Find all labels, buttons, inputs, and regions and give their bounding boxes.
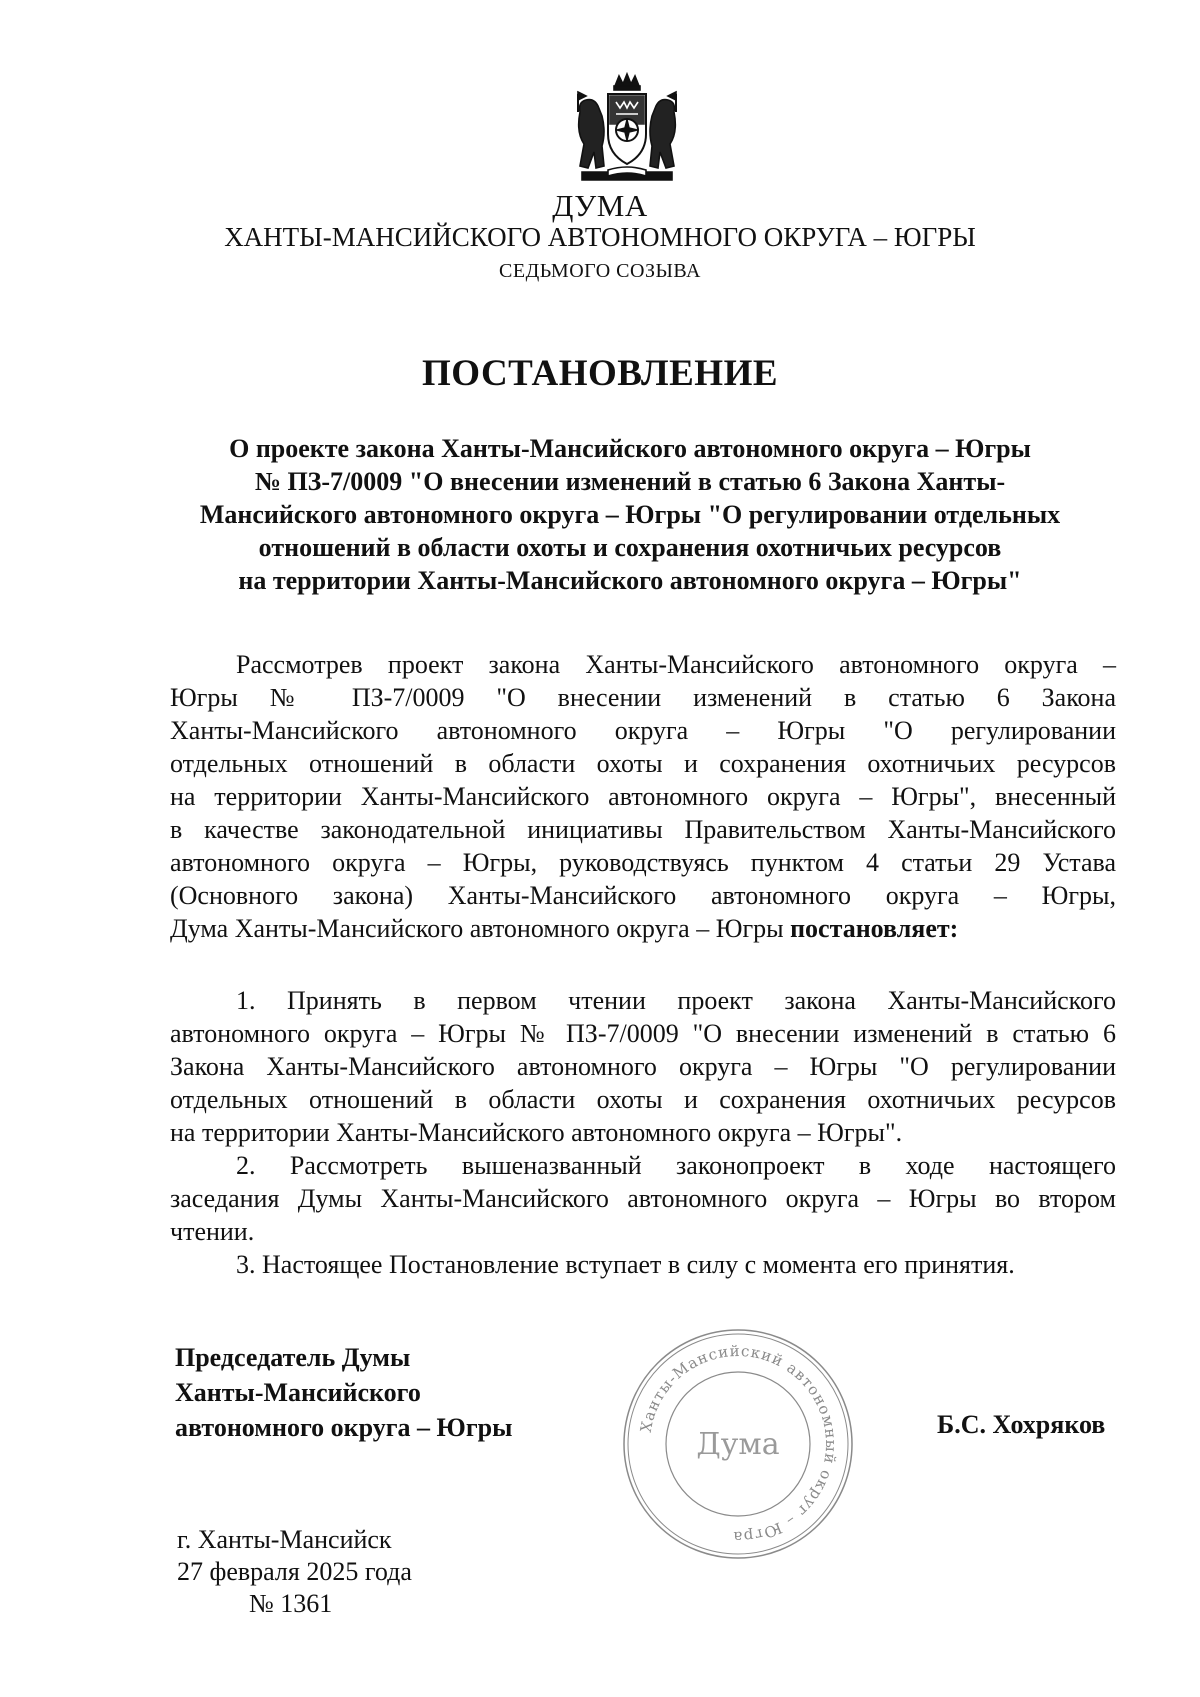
- preamble-line: Ханты-Мансийского автономного округа – Югры "О регулировании: [170, 716, 1116, 745]
- subject-line: О проекте закона Ханты-Мансийского автономного округа – Югры: [229, 434, 1031, 463]
- stamp-ring-text: Ханты-Мансийский автономный округ – Югра: [636, 1341, 841, 1547]
- item-line: отдельных отношений в области охоты и сохранения охотничьих ресурсов: [170, 1085, 1116, 1114]
- subject-line: отношений в области охоты и сохранения охотничьих ресурсов: [258, 533, 1002, 562]
- document-city: г. Ханты-Мансийск: [177, 1525, 392, 1554]
- item-line: на территории Ханты-Мансийского автономного округа – Югры".: [170, 1118, 903, 1147]
- preamble-line: на территории Ханты-Мансийского автономного округа – Югры", внесенный: [170, 782, 1116, 811]
- item-line: чтении.: [170, 1217, 255, 1246]
- document-type-title: ПОСТАНОВЛЕНИЕ: [421, 353, 779, 394]
- preamble-paragraph: [170, 648, 1116, 945]
- official-seal-stamp: [620, 1326, 856, 1562]
- preamble-last-line: [170, 912, 1116, 945]
- header-sozyv: СЕДЬМОГО СОЗЫВА: [499, 260, 701, 282]
- document-number: № 1361: [249, 1589, 333, 1618]
- preamble-line: автономного округа – Югры, руководствуясь пунктом 4 статьи 29 Устава: [170, 848, 1116, 877]
- item-1-paragraph: [170, 984, 1116, 1149]
- place-date-number: [177, 1524, 412, 1620]
- preamble-decision-word: постановляет:: [790, 914, 959, 943]
- subject-line: № ПЗ-7/0009 "О внесении изменений в статью 6 Закона Ханты-: [254, 467, 1006, 496]
- item-line: 2. Рассмотреть вышеназванный законопроект в ходе настоящего: [236, 1151, 1116, 1180]
- coat-of-arms-emblem: [572, 72, 682, 186]
- preamble-line: Югры № ПЗ-7/0009 "О внесении изменений в статью 6 Закона: [170, 683, 1116, 712]
- preamble-line: Рассмотрев проект закона Ханты-Мансийского автономного округа –: [236, 650, 1116, 679]
- stamp-center-text: Дума: [696, 1427, 780, 1462]
- item-line: Закона Ханты-Мансийского автономного округа – Югры "О регулировании: [170, 1052, 1116, 1081]
- preamble-line: (Основного закона) Ханты-Мансийского автономного округа – Югры,: [170, 881, 1116, 910]
- item-line: заседания Думы Ханты-Мансийского автономного округа – Югры во втором: [170, 1184, 1116, 1213]
- document-subject: [150, 432, 1110, 597]
- signatory-position-line: Председатель Думы: [175, 1343, 411, 1372]
- header-duma: ДУМА: [552, 188, 648, 223]
- signatory-position: [175, 1340, 512, 1445]
- item-3-paragraph: [170, 1248, 1116, 1281]
- item-line: автономного округа – Югры № ПЗ-7/0009 "О внесении изменений в статью 6: [170, 1019, 1116, 1048]
- preamble-last-text: Дума Ханты-Мансийского автономного округа – Югры: [170, 914, 784, 943]
- preamble-line: отдельных отношений в области охоты и сохранения охотничьих ресурсов: [170, 749, 1116, 778]
- signatory-name: Б.С. Хохряков: [937, 1410, 1106, 1439]
- document-date: 27 февраля 2025 года: [177, 1557, 412, 1586]
- signatory-position-line: автономного округа – Югры: [175, 1413, 513, 1442]
- item-line: 1. Принять в первом чтении проект закона Ханты-Мансийского: [236, 986, 1116, 1015]
- subject-line: на территории Ханты-Мансийского автономного округа – Югры": [238, 566, 1022, 595]
- signatory-position-line: Ханты-Мансийского: [175, 1378, 421, 1407]
- item-2-paragraph: [170, 1149, 1116, 1248]
- header-okrug: ХАНТЫ-МАНСИЙСКОГО АВТОНОМНОГО ОКРУГА – ЮГРЫ: [224, 222, 976, 252]
- preamble-line: в качестве законодательной инициативы Правительством Ханты-Мансийского: [170, 815, 1116, 844]
- subject-line: Мансийского автономного округа – Югры "О регулировании отдельных: [199, 500, 1061, 529]
- item-line: 3. Настоящее Постановление вступает в силу с момента его принятия.: [236, 1250, 1015, 1279]
